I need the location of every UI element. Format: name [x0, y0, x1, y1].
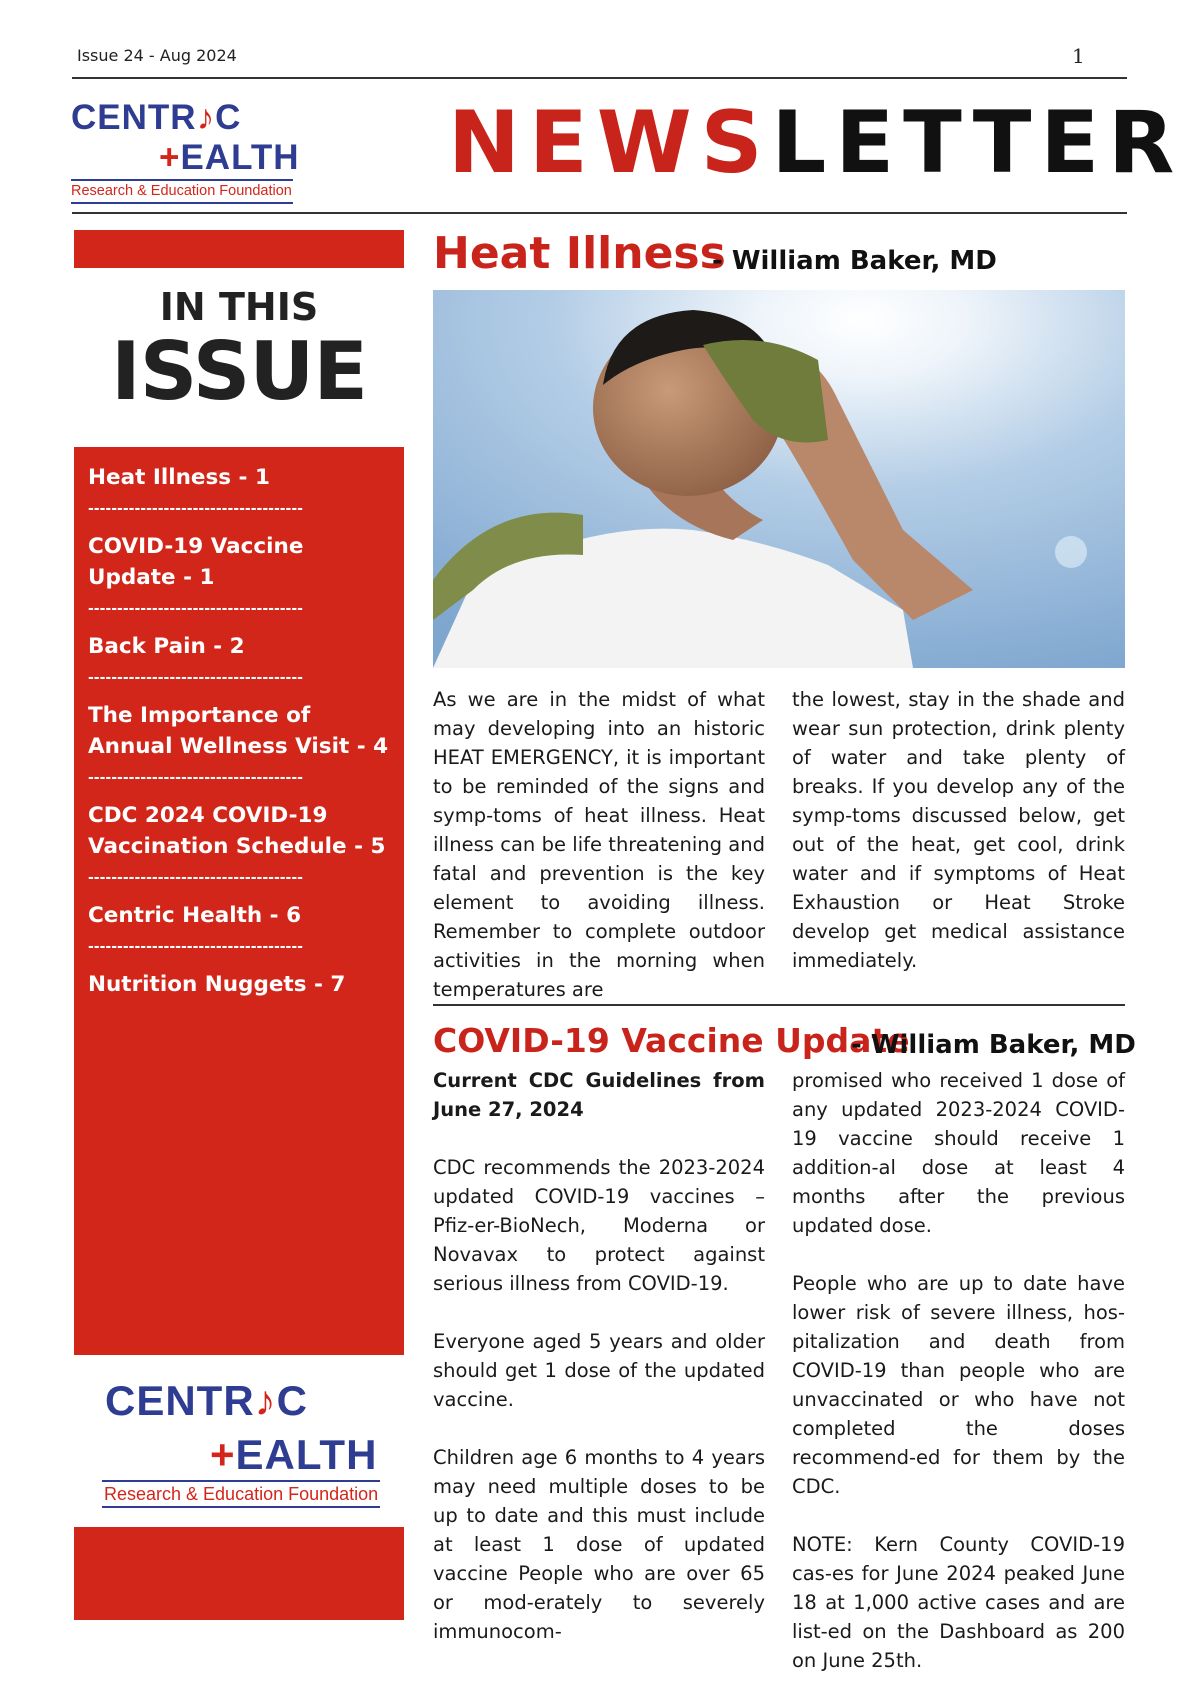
logo-plus-icon: + [159, 138, 181, 177]
covid-paragraph: CDC recommends the 2023-2024 updated COVID-19 vaccines – Pfiz-er-BioNech, Moderna or Novavax to protect against serious illness from COVID-19. [433, 1156, 765, 1295]
logo-underline [102, 1480, 380, 1482]
covid-paragraph: Children age 6 months to 4 years may need multiple doses to be up to date and this must include at least 1 dose of updated vaccine People who are over 65 or mod-erately to severely immunocom- [433, 1446, 765, 1643]
logo-figure-icon: ♪ [254, 1377, 277, 1424]
logo-underline-bottom [71, 202, 293, 204]
logo-subtitle: Research & Education Foundation [104, 1484, 379, 1504]
toc-item-heat-illness[interactable]: Heat Illness - 1 [88, 465, 270, 490]
covid-vaccine-title: COVID-19 Vaccine Update [433, 1021, 910, 1060]
masthead [448, 93, 1184, 193]
toc-item-wellness-visit[interactable]: The Importance of Annual Wellness Visit - 4 [88, 703, 389, 759]
masthead-rule [72, 212, 1127, 214]
page-number: 1 [1072, 44, 1085, 68]
toc-item-vaccination-schedule[interactable]: CDC 2024 COVID-19 Vaccination Schedule - 5 [88, 803, 386, 859]
covid-column-2 [792, 1066, 1125, 1704]
toc-separator: ------------------------------------- [88, 601, 303, 617]
toc-item-nutrition-nuggets[interactable]: Nutrition Nuggets - 7 [88, 972, 346, 997]
toc-item-covid-vaccine[interactable]: COVID-19 Vaccine Update - 1 [88, 534, 304, 590]
heat-illness-text-1: As we are in the midst of what may developing into an historic HEAT EMERGENCY, it is important to be reminded of the signs and symp-toms of heat illness. Heat illness can be life threatening and fatal and prevention is the key element to avoiding illness. Remember to complete outdoor activities in the morning when temperatures are [433, 688, 765, 1001]
covid-guidelines-heading: Current CDC Guidelines from June 27, 2024 [433, 1069, 765, 1121]
covid-vaccine-author: - William Baker, MD [851, 1030, 1136, 1060]
toc-item-centric-health[interactable]: Centric Health - 6 [88, 903, 302, 928]
table-of-contents [88, 462, 393, 1000]
heat-illness-title: Heat Illness [433, 228, 726, 279]
covid-paragraph: promised who received 1 dose of any updated 2023-2024 COVID-19 vaccine should receive 1 addition-al dose at least 4 months after the previous updated dose. [792, 1069, 1125, 1237]
heat-illness-photo [433, 290, 1125, 668]
sidebar-top-bar [74, 230, 404, 268]
logo-underline [71, 179, 293, 181]
logo-centric-start: CENTR [105, 1377, 255, 1424]
covid-column-1 [433, 1066, 765, 1675]
article-divider [433, 1004, 1125, 1006]
covid-note: NOTE: Kern County COVID-19 cas-es for June 2024 peaked June 18 at 1,000 active cases and are list-ed on the Dashboard as 200 on June 25th. [792, 1533, 1125, 1672]
heat-illness-column-1 [433, 685, 765, 1033]
masthead-news: NEWS [448, 93, 772, 193]
issue-heading: ISSUE [110, 325, 367, 418]
logo-health: EALTH [180, 138, 300, 177]
logo-plus-icon: + [210, 1431, 236, 1478]
header-rule [72, 77, 1127, 79]
logo-top [71, 94, 300, 204]
heat-illness-column-2 [792, 685, 1125, 1004]
toc-separator: ------------------------------------- [88, 670, 303, 686]
covid-paragraph: People who are up to date have lower risk of severe illness, hos-pitalization and death from COVID-19 than people who are unvaccinated or who have not completed the doses recommend-ed for them by the CDC. [792, 1272, 1125, 1498]
logo-figure-icon: ♪ [196, 98, 216, 137]
logo-bottom [102, 1372, 382, 1507]
logo-centric-start: CENTR [71, 98, 197, 137]
covid-paragraph: Everyone aged 5 years and older should get 1 dose of the updated vaccine. [433, 1330, 765, 1411]
toc-separator: ------------------------------------- [88, 501, 303, 517]
heat-illness-text-2: the lowest, stay in the shade and wear sun protection, drink plenty of water and take plenty of breaks. If you develop any of the symp-toms discussed below, get out of the heat, get cool, drink water and if symptoms of Heat Exhaustion or Heat Stroke develop get medical assistance immediately. [792, 688, 1125, 972]
logo-centric-end: C [215, 98, 242, 137]
toc-separator: ------------------------------------- [88, 770, 303, 786]
logo-health: EALTH [235, 1431, 378, 1478]
masthead-letter: LETTER [771, 93, 1184, 193]
toc-item-back-pain[interactable]: Back Pain - 2 [88, 634, 245, 659]
heat-illness-author: - William Baker, MD [712, 246, 997, 276]
logo-subtitle: Research & Education Foundation [71, 183, 292, 199]
logo-underline-bottom [102, 1506, 380, 1508]
logo-centric-end: C [276, 1377, 309, 1424]
toc-separator: ------------------------------------- [88, 939, 303, 955]
sidebar-bottom-bar [74, 1527, 404, 1620]
issue-date: Issue 24 - Aug 2024 [77, 46, 237, 65]
toc-separator: ------------------------------------- [88, 870, 303, 886]
in-this-heading: IN THIS [159, 285, 319, 329]
